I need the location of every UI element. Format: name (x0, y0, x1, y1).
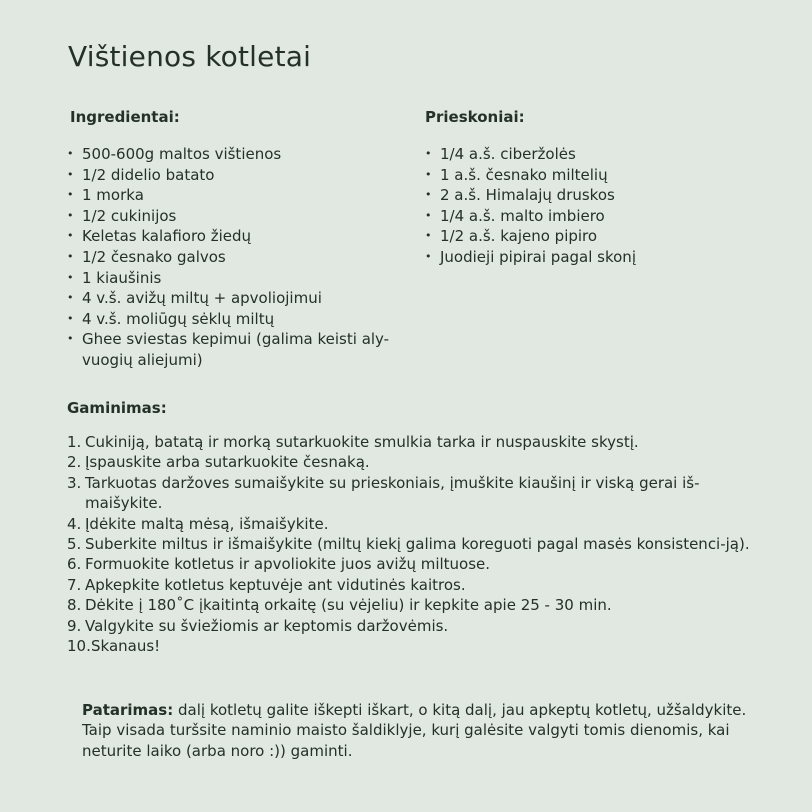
method-step (67, 595, 757, 615)
step-number: 1. (67, 433, 82, 451)
step-number: 6. (67, 555, 82, 574)
step-number: 3. (67, 473, 82, 492)
spices-heading: Prieskoniai: (425, 108, 525, 126)
method-step (67, 534, 757, 554)
step-number: 8. (67, 596, 82, 615)
method-step (67, 636, 757, 656)
ingredient-item: • 4 v.š. avižų miltų + apvoliojimui (67, 288, 402, 309)
step-text: Tarkuotas daržoves sumaišykite su prieskoniais, įmuškite kiaušinį ir viską gerai iš-maišykite. (85, 473, 700, 513)
ingredients-list (67, 144, 402, 371)
step-text: Skanaus! (91, 637, 161, 656)
step-number: 4. (67, 514, 82, 533)
step-number: 10. (67, 637, 91, 656)
step-number: 9. (67, 616, 82, 635)
method-step (67, 452, 757, 472)
step-text: Įspauskite arba sutarkuokite česnaką. (85, 453, 370, 472)
tip-label: Patarimas: (82, 701, 174, 719)
step-text: Įdėkite maltą mėsą, išmaišykite. (85, 514, 329, 533)
step-text: Formuokite kotletus ir apvoliokite juos avižų miltuose. (85, 555, 491, 574)
spice-item: • 1/4 a.š. ciberžolės (425, 144, 725, 165)
ingredient-item: • 1 morka (67, 185, 402, 206)
page-title: Vištienos kotletai (68, 40, 312, 73)
ingredient-item: • 4 v.š. moliūgų sėklų miltų (67, 309, 402, 330)
method-step (67, 473, 757, 514)
step-number: 2. (67, 453, 82, 472)
method-steps (67, 432, 757, 656)
ingredient-item: • Ghee sviestas kepimui (galima keisti aly-vuogių aliejumi) (67, 329, 402, 370)
step-number: 5. (67, 535, 82, 554)
ingredient-item: • 500-600g maltos vištienos (67, 144, 402, 165)
step-text: Apkepkite kotletus keptuvėje ant vidutinės kaitros. (85, 575, 466, 594)
ingredients-heading: Ingredientai: (70, 108, 180, 126)
step-text: Cukiniją, batatą ir morką sutarkuokite smulkia tarka ir nuspauskite skystį. (85, 433, 639, 451)
tip-text: dalį kotletų galite iškepti iškart, o kitą dalį, jau apkeptų kotletų, užšaldykite. Taip visada turšsite naminio maisto šaldiklyje, kurį galėsite valgyti tomis dienomis, kai neturite laiko (arba noro :)) gaminti. (82, 701, 747, 760)
ingredient-item: • Keletas kalafioro žiedų (67, 226, 402, 247)
spice-item: • 2 a.š. Himalajų druskos (425, 185, 725, 206)
spices-list (425, 144, 725, 268)
method-step (67, 432, 757, 452)
method-step (67, 554, 757, 574)
method-step (67, 575, 757, 595)
ingredient-item: • 1/2 cukinijos (67, 206, 402, 227)
spice-item: • 1/2 a.š. kajeno pipiro (425, 226, 725, 247)
spice-item: • 1 a.š. česnako miltelių (425, 165, 725, 186)
ingredient-item: • 1/2 didelio batato (67, 165, 402, 186)
step-text: Suberkite miltus ir išmaišykite (miltų kiekį galima koreguoti pagal masės konsistenci-ją). (85, 535, 750, 554)
spice-item: • 1/4 a.š. malto imbiero (425, 206, 725, 227)
ingredient-item: • 1/2 česnako galvos (67, 247, 402, 268)
step-number: 7. (67, 575, 82, 594)
spice-item: • Juodieji pipirai pagal skonį (425, 247, 725, 268)
method-heading: Gaminimas: (67, 399, 167, 417)
method-step (67, 616, 757, 636)
ingredient-item: • 1 kiaušinis (67, 268, 402, 289)
step-text: Dėkite į 180˚C įkaitintą orkaitę (su vėjeliu) ir kepkite apie 25 - 30 min. (85, 596, 612, 615)
tip-paragraph (82, 700, 762, 761)
step-text: Valgykite su šviežiomis ar keptomis daržovėmis. (85, 616, 449, 635)
method-step (67, 514, 757, 534)
